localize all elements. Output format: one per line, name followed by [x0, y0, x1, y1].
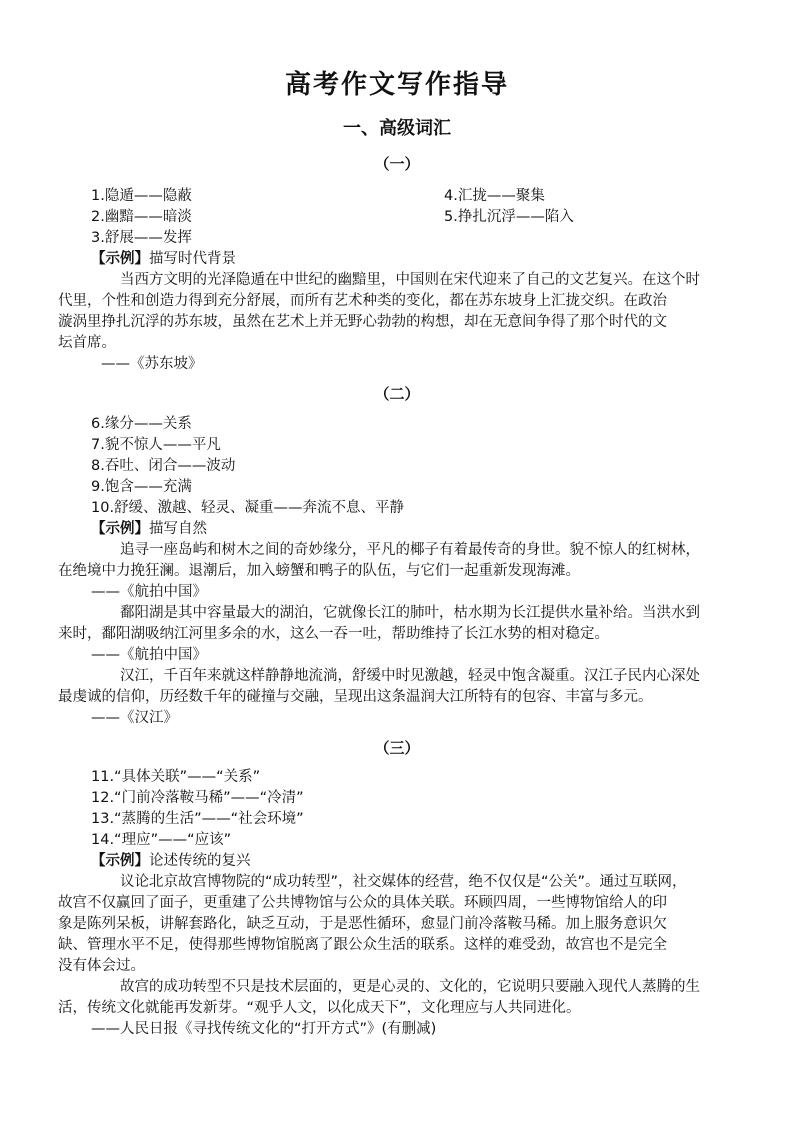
vocab-item: 8.吞吐、闭合——波动 [91, 458, 236, 474]
example-label [91, 249, 731, 270]
vocab-item: 2.幽黯——暗淡 [91, 209, 192, 225]
example-label [91, 851, 731, 872]
example-label [91, 519, 731, 540]
section-heading-3: （三） [374, 739, 420, 757]
paragraph-line: 鄱阳湖是其中容量最大的湖泊，它就像长江的肺叶，枯水期为长江提供水量补给。当洪水到 [120, 605, 700, 621]
paragraph-line: 来时，鄱阳湖吸纳江河里多余的水，这么一吞一吐，帮助维持了长江水势的相对稳定。 [58, 626, 609, 642]
section-title-vocabulary: 一、高级词汇 [343, 118, 451, 139]
section-3-content [58, 767, 731, 1040]
paragraph-line: 象是陈列呆板，讲解套路化，缺乏互动，于是恶性循环，愈显门前冷落鞍马稀。加上服务意识欠 [58, 916, 667, 932]
example-bracket: 【示例】 [91, 251, 149, 267]
example-title: 描写时代背景 [149, 251, 236, 267]
paragraph-line: 在绝境中力挽狂澜。退潮后，加入螃蟹和鸭子的队伍，与它们一起重新发现海滩。 [58, 563, 580, 579]
paragraph-line: 缺、管理水平不足，使得那些博物馆脱离了跟公众生活的联系。这样的难受劲，故宫也不是完全 [58, 937, 667, 953]
vocab-item: 10.舒缓、激越、轻灵、凝重——奔流不息、平静 [91, 500, 405, 516]
vocab-item: 7.貌不惊人——平凡 [91, 437, 221, 453]
source-citation: ——《航拍中国》 [91, 647, 207, 663]
example-title: 论述传统的复兴 [149, 853, 251, 869]
paragraph-line: 当西方文明的光泽隐遁在中世纪的幽黯里，中国则在宋代迎来了自己的文艺复兴。在这个时 [120, 272, 700, 288]
source-citation: ——《苏东坡》 [101, 356, 203, 372]
section-1-content [58, 186, 731, 375]
section-2-content [58, 414, 731, 729]
vocab-list-1 [91, 186, 731, 249]
vocab-item: 11.“具体关联”——“关系” [91, 769, 261, 785]
vocab-item: 13.“蒸腾的生活”——“社会环境” [91, 811, 304, 827]
source-citation: ——《航拍中国》 [91, 584, 207, 600]
vocab-item: 6.缘分——关系 [91, 416, 192, 432]
paragraph-line: 议论北京故宫博物院的“成功转型”，社交媒体的经营，绝不仅仅是“公关”。通过互联网， [120, 874, 687, 890]
paragraph-line: 没有体会过。 [58, 958, 145, 974]
section-heading-1: （一） [374, 155, 420, 173]
vocab-column-right [444, 186, 731, 249]
vocab-item: 12.“门前冷落鞍马稀”——“冷清” [91, 790, 304, 806]
paragraph-line: 追寻一座岛屿和树木之间的奇妙缘分，平凡的椰子有着最传奇的身世。貌不惊人的红树林， [120, 542, 700, 558]
example-bracket: 【示例】 [91, 521, 149, 537]
vocab-item: 3.舒展——发挥 [91, 230, 192, 246]
source-citation: ——人民日报《寻找传统文化的“打开方式”》(有删减) [91, 1021, 437, 1037]
vocab-item: 9.饱含——充满 [91, 479, 192, 495]
document-title: 高考作文写作指导 [284, 70, 509, 100]
example-title: 描写自然 [149, 521, 207, 537]
paragraph-line: 汉江，千百年来就这样静静地流淌，舒缓中时见激越，轻灵中饱含凝重。汉江子民内心深处 [120, 668, 700, 684]
section-heading-2: （二） [374, 385, 420, 403]
source-citation: ——《汉江》 [91, 710, 178, 726]
paragraph-line: 最虔诚的信仰，历经数千年的碰撞与交融，呈现出这条温润大江所特有的包容、丰富与多元。 [58, 689, 653, 705]
paragraph-line: 坛首席。 [58, 335, 116, 351]
paragraph-line: 代里，个性和创造力得到充分舒展，而所有艺术种类的变化，都在苏东坡身上汇拢交织。在政治 [58, 293, 667, 309]
vocab-column-left [91, 186, 444, 249]
example-bracket: 【示例】 [91, 853, 149, 869]
vocab-item: 14.“理应”——“应该” [91, 832, 232, 848]
vocab-item: 1.隐遁——隐蔽 [91, 188, 192, 204]
vocab-item: 5.挣扎沉浮——陷入 [444, 209, 574, 225]
vocab-item: 4.汇拢——聚集 [444, 188, 545, 204]
paragraph-line: 故宫不仅赢回了面子，更重建了公共博物馆与公众的具体关联。环顾四周，一些博物馆给人的印 [58, 895, 667, 911]
paragraph-line: 漩涡里挣扎沉浮的苏东坡，虽然在艺术上并无野心勃勃的构想，却在无意间争得了那个时代的文 [58, 314, 667, 330]
paragraph-line: 活，传统文化就能再发新芽。“观乎人文，以化成天下”，文化理应与人共同进化。 [58, 1000, 581, 1016]
paragraph-line: 故宫的成功转型不只是技术层面的，更是心灵的、文化的，它说明只要融入现代人蒸腾的生 [120, 979, 700, 995]
